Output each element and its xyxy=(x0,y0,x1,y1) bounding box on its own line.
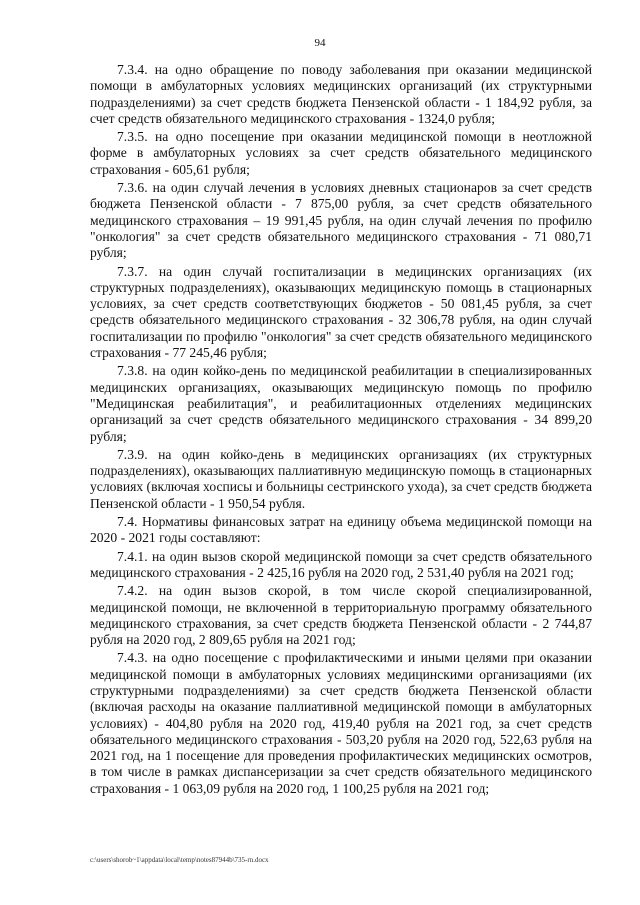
paragraph-7-4: 7.4. Нормативы финансовых затрат на единицу объема медицинской помощи на 2020 - 2021 годы составляют: xyxy=(90,514,592,546)
paragraph-7-3-8: 7.3.8. на один койко-день по медицинской реабилитации в специализированных медицинских организациях, оказывающих медицинскую помощь по профилю "Медицинская реабилитация", и реабилитационных отделениях медицинских организаций за счет средств обязательного медицинского страхования - 34 899,20 рубля; xyxy=(90,363,592,444)
paragraph-7-3-7: 7.3.7. на один случай госпитализации в медицинских организациях (их структурных подразделениях), оказывающих медицинскую помощь в стационарных условиях, за счет средств соответствующих бюджетов - 50 081,45 рубля, за счет средств обязательного медицинского страхования - 32 306,78 рубля, на один случай госпитализации по профилю "онкология" за счет средств обязательного медицинского страхования - 77 245,46 рубля; xyxy=(90,263,592,361)
paragraph-7-3-6: 7.3.6. на один случай лечения в условиях дневных стационаров за счет средств бюджета Пензенской области - 7 875,00 рубля, за счет средств обязательного медицинского страхования – 19 991,45 рубля, на один случай лечения по профилю "онкология" за счет средств обязательного медицинского страхования - 71 080,71 рубля; xyxy=(90,180,592,261)
document-body xyxy=(90,62,592,799)
paragraph-7-3-9: 7.3.9. на один койко-день в медицинских организациях (их структурных подразделениях), оказывающих паллиативную медицинскую помощь в стационарных условиях (включая хосписы и больницы сестринского ухода), за счет средств бюджета Пензенской области - 1 950,54 рубля. xyxy=(90,446,592,511)
page-number: 94 xyxy=(314,37,326,49)
paragraph-7-3-5: 7.3.5. на одно посещение при оказании медицинской помощи в неотложной форме в амбулаторных условиях за счет средств обязательного медицинского страхования - 605,61 рубля; xyxy=(90,129,592,177)
paragraph-7-4-1: 7.4.1. на один вызов скорой медицинской помощи за счет средств обязательного медицинского страхования - 2 425,16 рубля на 2020 год, 2 531,40 рубля на 2021 год; xyxy=(90,548,592,580)
footer-file-path: c:\users\shorob~1\appdata\local\temp\notes87944b\735-rn.docx xyxy=(90,856,269,864)
paragraph-7-4-3: 7.4.3. на одно посещение с профилактическими и иными целями при оказании медицинской помощи в амбулаторных условиях медицинскими организациями (их структурными подразделениями) за счет средств бюджета Пензенской области (включая расходы на оказание паллиативной медицинской помощи в амбулаторных условиях) - 404,80 рубля на 2020 год, 419,40 рубля на 2021 год, за счет средств обязательного медицинского страхования - 503,20 рубля на 2020 год, 522,63 рубля на 2021 год, на 1 посещение для проведения профилактических медицинских осмотров, в том числе в рамках диспансеризации за счет средств обязательного медицинского страхования - 1 063,09 рубля на 2020 год, 1 100,25 рубля на 2021 год; xyxy=(90,650,592,796)
paragraph-7-4-2: 7.4.2. на один вызов скорой, в том числе скорой специализированной, медицинской помощи, не включенной в территориальную программу обязательного медицинского страхования, за счет средств бюджета Пензенской области - 2 744,87 рубля на 2020 год, 2 809,65 рубля на 2021 год; xyxy=(90,583,592,648)
paragraph-7-3-4: 7.3.4. на одно обращение по поводу заболевания при оказании медицинской помощи в амбулаторных условиях медицинских организаций (их структурными подразделениями) за счет средств бюджета Пензенской области - 1 184,92 рубля, за счет средств обязательного медицинского страхования - 1324,0 рубля; xyxy=(90,62,592,126)
